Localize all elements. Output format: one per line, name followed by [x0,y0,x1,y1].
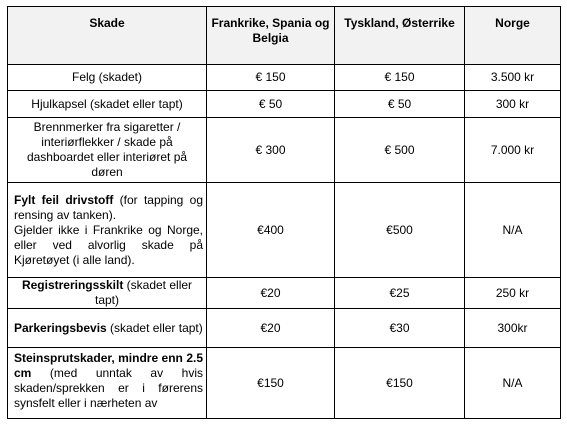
price-de-at: €25 [335,278,465,309]
damage-title: Parkeringsbevis [14,320,107,335]
damage-title: Registreringsskilt [21,278,124,292]
price-no: 300kr [465,309,561,348]
damage-cell [8,65,207,91]
price-fr-es-be: € 300 [207,118,335,183]
price-fr-es-be: €400 [207,183,335,278]
price-no: N/A [465,183,561,278]
header-frankrike-spania-belgia: Frankrike, Spania og Belgia [207,7,335,65]
damage-cell [8,348,207,419]
damage-text: (for tapping og rensing av tanken). [14,192,204,222]
price-no: 300 kr [465,91,561,118]
price-no: 7.000 kr [465,118,561,183]
damage-title: Steinsprutskader, mindre enn 2.5 cm [14,351,203,380]
damage-text: Brennmerker fra sigaretter / interiørflekker / skade på dashboardet eller interiøret på døren [26,120,188,179]
price-fr-es-be: €150 [207,348,335,419]
table-row [8,65,561,91]
price-no: N/A [465,348,561,419]
damage-cell [8,278,207,309]
price-no: 250 kr [465,278,561,309]
damage-text: (skadet eller tapt) [106,320,203,335]
header-norge: Norge [465,7,561,65]
header-tyskland-osterrike: Tyskland, Østerrike [335,7,465,65]
price-de-at: € 50 [335,91,465,118]
damage-text: Felg (skadet) [71,70,143,84]
damage-cell [8,91,207,118]
price-fr-es-be: €20 [207,309,335,348]
price-de-at: €150 [335,348,465,419]
table-row [8,348,561,419]
header-skade: Skade [8,7,207,65]
price-fr-es-be: €20 [207,278,335,309]
damage-text-wrap [14,351,203,413]
price-fr-es-be: € 50 [207,91,335,118]
table-row [8,183,561,278]
damage-text: Hjulkapsel (skadet eller tapt) [31,96,183,111]
damage-title: Fylt feil drivstoff [14,192,114,207]
header-row [8,7,561,65]
table-row [8,309,561,348]
table-row [8,91,561,118]
damage-text: (med unntak av hvis skaden/sprekken er i førerens synsfelt eller i nærheten av [14,366,203,410]
price-de-at: €30 [335,309,465,348]
table-row [8,278,561,309]
table-row [8,118,561,183]
price-no: 3.500 kr [465,65,561,91]
damage-cell [8,118,207,183]
price-de-at: € 150 [335,65,465,91]
damage-fee-table [7,6,561,419]
price-fr-es-be: € 150 [207,65,335,91]
price-de-at: € 500 [335,118,465,183]
damage-text: (skadet eller tapt) [94,278,193,307]
damage-note: Gjelder ikke i Frankrike og Norge, eller ved alvorlig skade på Kjøretøyet (i alle land). [14,222,203,267]
price-de-at: €500 [335,183,465,278]
damage-cell [8,183,207,278]
damage-cell [8,309,207,348]
